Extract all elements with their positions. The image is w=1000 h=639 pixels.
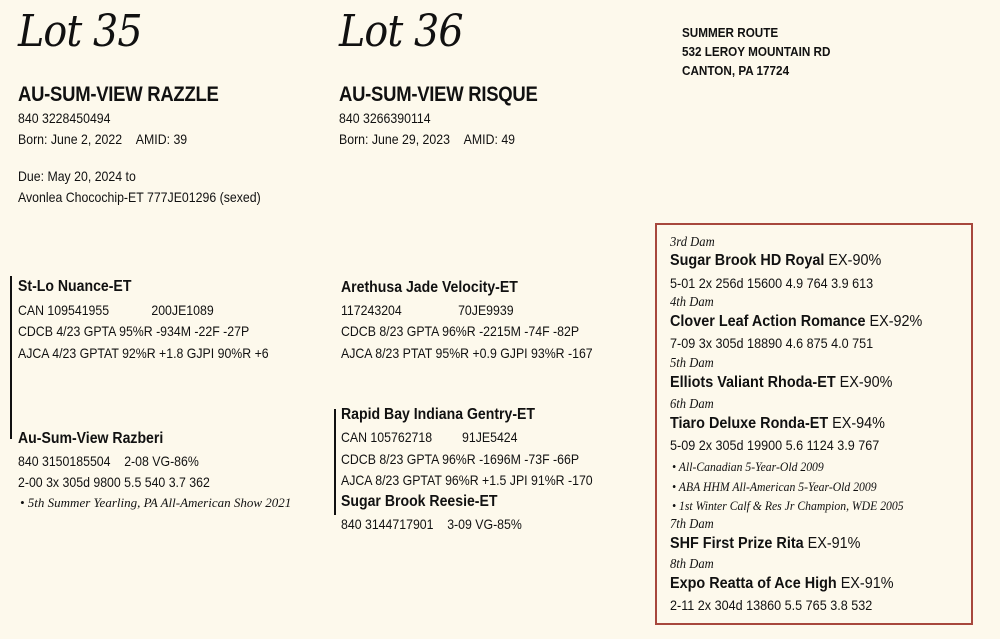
eighth-dam-name: Expo Reatta of Ace High EX-91% — [670, 575, 894, 592]
lot36-dam-sire-id — [341, 429, 518, 445]
lot36-dam-sire-ajca: AJCA 8/23 GPTAT 96%R +1.5 JPI 91%R -170 — [341, 472, 593, 488]
eighth-dam-record: 2-11 2x 304d 13860 5.5 765 3.8 532 — [670, 597, 873, 613]
lot35-heading: Lot 35 — [18, 6, 142, 57]
seventh-dam-label: 7th Dam — [670, 517, 714, 532]
lot36-dam-name: Sugar Brook Reesie-ET — [341, 493, 498, 510]
third-dam-label: 3rd Dam — [670, 235, 715, 250]
lot35-sire-can: CAN 109541955 — [18, 302, 110, 318]
lot36-dam-sire-name: Rapid Bay Indiana Gentry-ET — [341, 406, 536, 423]
lot35-sire-name: St-Lo Nuance-ET — [18, 278, 132, 295]
sixth-dam-record: 5-09 2x 305d 19900 5.6 1124 3.9 767 — [670, 437, 880, 453]
fifth-dam-name: Elliots Valiant Rhoda-ET EX-90% — [670, 374, 893, 391]
lot35-registration: 840 3228450494 — [18, 110, 111, 126]
fourth-dam-record: 7-09 3x 305d 18890 4.6 875 4.0 751 — [670, 335, 874, 351]
lot36-registration: 840 3266390114 — [339, 110, 431, 126]
lot35-due-date: Due: May 20, 2024 to — [18, 168, 136, 184]
seventh-dam-name: SHF First Prize Rita EX-91% — [670, 535, 861, 552]
lot35-dam-reg-number: 840 3150185504 — [18, 453, 111, 469]
sixth-dam-note: • All-Canadian 5-Year-Old 2009 — [672, 459, 824, 474]
lot36-sire-ajca: AJCA 8/23 PTAT 95%R +0.9 GJPI 93%R -167 — [341, 345, 593, 361]
lot35-sire-ajca: AJCA 4/23 GPTAT 92%R +1.8 GJPI 90%R +6 — [18, 345, 269, 361]
lot35-dam-reg — [18, 453, 199, 469]
fourth-dam-label: 4th Dam — [670, 295, 714, 310]
lot36-dam-sire-code: 91JE5424 — [462, 429, 518, 445]
lot36-born — [339, 131, 515, 147]
lot35-amid: AMID: 39 — [135, 131, 188, 147]
sixth-dam-note: • 1st Winter Calf & Res Jr Champion, WDE 2005 — [672, 498, 904, 513]
extended-pedigree-box — [655, 223, 973, 625]
lot36-animal-name: AU-SUM-VIEW RISQUE — [339, 83, 538, 106]
sixth-dam-name: Tiaro Deluxe Ronda-ET EX-94% — [670, 415, 885, 432]
lot36-sire-name: Arethusa Jade Velocity-ET — [341, 279, 518, 296]
lot36-dam-class: 3-09 VG-85% — [447, 516, 522, 532]
lot36-pedigree-bracket — [334, 409, 336, 515]
lot35-dam-record: 2-00 3x 305d 9800 5.5 540 3.7 362 — [18, 474, 210, 490]
fifth-dam-label: 5th Dam — [670, 356, 714, 371]
third-dam-record: 5-01 2x 256d 15600 4.9 764 3.9 613 — [670, 275, 874, 291]
lot36-amid: AMID: 49 — [463, 131, 516, 147]
third-dam-name: Sugar Brook HD Royal EX-90% — [670, 252, 882, 269]
sixth-dam-note: • ABA HHM All-American 5-Year-Old 2009 — [672, 479, 877, 494]
lot36-sire-number: 117243204 — [341, 302, 402, 318]
consignor-street: 532 LEROY MOUNTAIN RD — [682, 44, 831, 59]
lot36-heading: Lot 36 — [339, 6, 463, 57]
lot36-dam-reg-number: 840 3144717901 — [341, 516, 434, 532]
consignor-name: SUMMER ROUTE — [682, 25, 779, 40]
lot35-animal-name: AU-SUM-VIEW RAZZLE — [18, 83, 219, 106]
lot35-dam-name: Au-Sum-View Razberi — [18, 430, 164, 447]
lot35-pedigree-bracket — [10, 276, 12, 439]
fourth-dam-name: Clover Leaf Action Romance EX-92% — [670, 313, 923, 330]
lot36-born-date: Born: June 29, 2023 — [339, 131, 450, 147]
lot35-dam-note: • 5th Summer Yearling, PA All-American Show 2021 — [20, 495, 292, 510]
lot35-born-date: Born: June 2, 2022 — [18, 131, 123, 147]
lot35-sire-cdcb: CDCB 4/23 GPTA 95%R -934M -22F -27P — [18, 323, 250, 339]
consignor-address — [682, 23, 830, 80]
lot36-sire-id — [341, 302, 514, 318]
lot35-sire-id — [18, 302, 214, 318]
sixth-dam-label: 6th Dam — [670, 397, 714, 412]
lot36-dam-sire-cdcb: CDCB 8/23 GPTA 96%R -1696M -73F -66P — [341, 451, 580, 467]
eighth-dam-label: 8th Dam — [670, 557, 714, 572]
lot35-born — [18, 131, 187, 147]
consignor-city: CANTON, PA 17724 — [682, 63, 790, 78]
lot35-due-sire: Avonlea Chocochip-ET 777JE01296 (sexed) — [18, 189, 261, 205]
lot35-sire-code: 200JE1089 — [151, 302, 214, 318]
lot35-dam-class: 2-08 VG-86% — [124, 453, 199, 469]
lot36-dam-reg — [341, 516, 522, 532]
lot36-sire-cdcb: CDCB 8/23 GPTA 96%R -2215M -74F -82P — [341, 323, 580, 339]
lot36-dam-sire-can: CAN 105762718 — [341, 429, 433, 445]
lot36-sire-code: 70JE9939 — [458, 302, 514, 318]
